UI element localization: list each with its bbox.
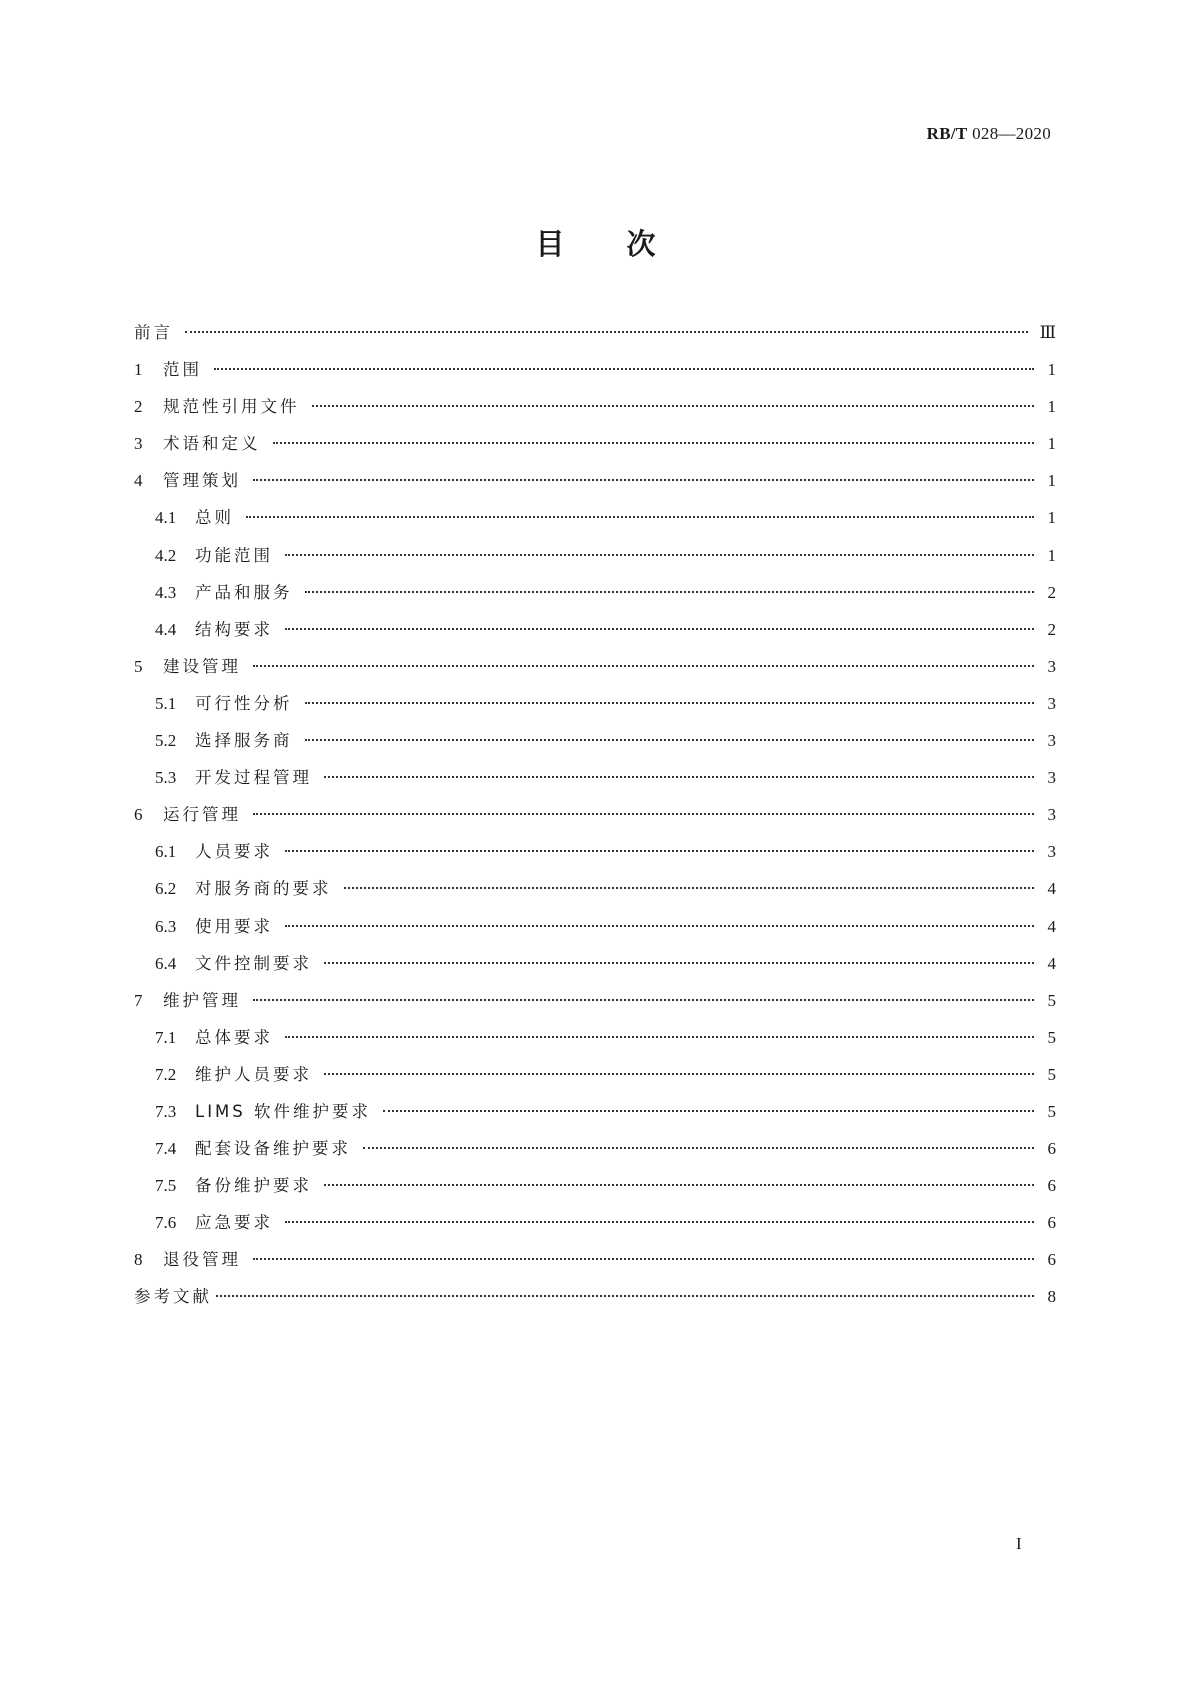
toc-entry-page: 6 xyxy=(1047,1213,1056,1233)
toc-entry-number: 4.1 xyxy=(155,508,177,528)
toc-entry-page: 1 xyxy=(1047,360,1056,380)
toc-leader-dots xyxy=(305,739,1035,741)
toc-leader-dots xyxy=(253,665,1034,667)
toc-leader-dots xyxy=(324,962,1034,964)
toc-entry-page: 1 xyxy=(1047,471,1056,491)
toc-entry-page: 4 xyxy=(1047,916,1056,936)
toc-entry-page: 3 xyxy=(1047,656,1056,676)
toc-entry-label: 规范性引用文件 xyxy=(163,397,300,417)
toc-entry-number: 7.6 xyxy=(155,1213,177,1233)
toc-entry-label: 配套设备维护要求 xyxy=(195,1139,351,1159)
toc-leader-dots xyxy=(285,850,1034,852)
page-title xyxy=(0,222,1191,263)
toc-entry-4-1[interactable] xyxy=(134,508,1056,545)
toc-entry-7-5[interactable] xyxy=(134,1176,1056,1213)
toc-leader-dots xyxy=(363,1147,1034,1149)
toc-leader-dots xyxy=(324,1073,1034,1075)
toc-entry-7-2[interactable] xyxy=(134,1065,1056,1102)
toc-entry-page: 5 xyxy=(1047,1027,1056,1047)
toc-entry-number: 7.5 xyxy=(155,1176,177,1196)
toc-entry-label: 使用要求 xyxy=(195,916,273,936)
toc-entry-number: 3 xyxy=(134,434,143,454)
toc-entry-label: 结构要求 xyxy=(195,619,273,639)
toc-entry-number: 2 xyxy=(134,397,143,417)
toc-entry-number: 7.2 xyxy=(155,1064,177,1084)
toc-entry-page: 1 xyxy=(1047,545,1056,565)
toc-entry-label: 应急要求 xyxy=(195,1213,273,1233)
toc-entry-number: 6.4 xyxy=(155,953,177,973)
toc-entry-page: 3 xyxy=(1047,768,1056,788)
page-title-char-2: 次 xyxy=(626,227,656,261)
toc-entry-6-1[interactable] xyxy=(134,842,1056,879)
page-number: I xyxy=(1016,1534,1022,1553)
toc-entry-number: 4.4 xyxy=(155,619,177,639)
toc-entry-page: 4 xyxy=(1047,879,1056,899)
toc-entry-2[interactable] xyxy=(134,397,1056,434)
toc-entry-label: 退役管理 xyxy=(163,1250,241,1270)
toc-entry-page: 3 xyxy=(1047,805,1056,825)
toc-entry-number: 7.4 xyxy=(155,1139,177,1159)
standard-code xyxy=(927,124,1051,144)
toc-entry-page: 5 xyxy=(1047,1101,1056,1121)
toc-entry-7-3[interactable] xyxy=(134,1102,1056,1139)
toc-entry-number: 5.3 xyxy=(155,768,177,788)
toc-entry-label: 开发过程管理 xyxy=(195,768,312,788)
toc-entry-bibliography[interactable] xyxy=(134,1287,1056,1324)
toc-entry-6-3[interactable] xyxy=(134,917,1056,954)
toc-leader-dots xyxy=(273,442,1035,444)
toc-entry-page: 2 xyxy=(1047,619,1056,639)
toc-entry-page: 1 xyxy=(1047,434,1056,454)
toc-entry-4[interactable] xyxy=(134,471,1056,508)
page-title-char-1: 目 xyxy=(535,227,565,261)
toc-entry-number: 6.2 xyxy=(155,879,177,899)
toc-entry-number: 6.1 xyxy=(155,842,177,862)
toc-entry-7-4[interactable] xyxy=(134,1139,1056,1176)
toc-entry-label: LIMS 软件维护要求 xyxy=(195,1101,372,1121)
toc-entry-6[interactable] xyxy=(134,805,1056,842)
toc-entry-3[interactable] xyxy=(134,434,1056,471)
toc-entry-number: 4.3 xyxy=(155,582,177,602)
toc-entry-5-2[interactable] xyxy=(134,731,1056,768)
toc-leader-dots xyxy=(253,813,1034,815)
toc-entry-7-6[interactable] xyxy=(134,1213,1056,1250)
toc-entry-number: 4 xyxy=(134,471,143,491)
toc-entry-label: 总体要求 xyxy=(195,1027,273,1047)
toc-leader-dots xyxy=(285,1036,1034,1038)
toc-entry-number: 8 xyxy=(134,1250,143,1270)
toc-entry-page: 3 xyxy=(1047,693,1056,713)
toc-entry-page: 4 xyxy=(1047,953,1056,973)
toc-entry-number: 6 xyxy=(134,805,143,825)
toc-entry-foreword[interactable] xyxy=(134,323,1056,360)
toc-entry-label: 备份维护要求 xyxy=(195,1176,312,1196)
toc-entry-page: 1 xyxy=(1047,397,1056,417)
toc-entry-7-1[interactable] xyxy=(134,1028,1056,1065)
toc-entry-label: 功能范围 xyxy=(195,545,273,565)
toc-entry-label: 术语和定义 xyxy=(163,434,261,454)
toc-entry-8[interactable] xyxy=(134,1250,1056,1287)
toc-entry-number: 5 xyxy=(134,656,143,676)
toc-entry-page: 3 xyxy=(1047,731,1056,751)
toc-entry-4-4[interactable] xyxy=(134,620,1056,657)
toc-leader-dots xyxy=(305,591,1035,593)
standard-code-suffix: 028—2020 xyxy=(967,124,1051,143)
toc-entry-number: 1 xyxy=(134,360,143,380)
toc-entry-4-3[interactable] xyxy=(134,583,1056,620)
toc-leader-dots xyxy=(185,331,1028,333)
toc-entry-7[interactable] xyxy=(134,991,1056,1028)
toc-leader-dots xyxy=(305,702,1035,704)
toc-entry-label: 可行性分析 xyxy=(195,693,293,713)
toc-entry-4-2[interactable] xyxy=(134,546,1056,583)
toc-entry-number: 4.2 xyxy=(155,545,177,565)
toc-entry-number: 5.2 xyxy=(155,731,177,751)
toc-leader-dots xyxy=(246,516,1034,518)
toc-entry-number: 5.1 xyxy=(155,693,177,713)
toc-entry-label: 维护管理 xyxy=(163,990,241,1010)
toc-entry-5-1[interactable] xyxy=(134,694,1056,731)
toc-leader-dots xyxy=(216,1295,1034,1297)
toc-leader-dots xyxy=(383,1110,1034,1112)
toc-leader-dots xyxy=(285,925,1034,927)
toc-entry-6-2[interactable] xyxy=(134,879,1056,916)
toc-entry-page: 6 xyxy=(1047,1250,1056,1270)
toc-entry-5[interactable] xyxy=(134,657,1056,694)
toc-entry-label: 前言 xyxy=(134,323,173,342)
toc-entry-label: 运行管理 xyxy=(163,805,241,825)
standard-code-prefix: RB/T xyxy=(926,124,968,143)
toc-entry-page: 2 xyxy=(1047,582,1056,602)
toc-entry-1[interactable] xyxy=(134,360,1056,397)
toc-entry-label: 人员要求 xyxy=(195,842,273,862)
toc-entry-page: 6 xyxy=(1047,1139,1056,1159)
toc-entry-label: 参考文献 xyxy=(134,1287,212,1307)
toc-entry-page: Ⅲ xyxy=(1039,323,1056,342)
toc-leader-dots xyxy=(324,776,1034,778)
toc-leader-dots xyxy=(253,1258,1034,1260)
toc-leader-dots xyxy=(324,1184,1034,1186)
toc-leader-dots xyxy=(253,999,1034,1001)
toc-entry-number: 7.3 xyxy=(155,1101,177,1121)
toc-entry-page: 5 xyxy=(1047,1064,1056,1084)
toc-entry-label: 对服务商的要求 xyxy=(195,879,332,899)
toc-entry-label: 文件控制要求 xyxy=(195,953,312,973)
toc-entry-page: 5 xyxy=(1047,990,1056,1010)
toc-leader-dots xyxy=(214,368,1034,370)
table-of-contents xyxy=(134,323,1056,1325)
toc-entry-number: 6.3 xyxy=(155,916,177,936)
toc-entry-number: 7.1 xyxy=(155,1027,177,1047)
toc-entry-number: 7 xyxy=(134,990,143,1010)
toc-entry-label: 范围 xyxy=(163,360,202,380)
toc-leader-dots xyxy=(312,405,1035,407)
toc-entry-label: 总则 xyxy=(195,508,234,528)
toc-entry-page: 6 xyxy=(1047,1176,1056,1196)
toc-entry-label: 选择服务商 xyxy=(195,731,293,751)
toc-entry-label: 管理策划 xyxy=(163,471,241,491)
toc-entry-label: 维护人员要求 xyxy=(195,1064,312,1084)
toc-entry-label: 建设管理 xyxy=(163,656,241,676)
toc-leader-dots xyxy=(285,554,1034,556)
toc-entry-page: 1 xyxy=(1047,508,1056,528)
toc-leader-dots xyxy=(285,628,1034,630)
toc-leader-dots xyxy=(344,887,1035,889)
toc-leader-dots xyxy=(285,1221,1034,1223)
toc-entry-page: 8 xyxy=(1047,1287,1056,1307)
toc-entry-6-4[interactable] xyxy=(134,954,1056,991)
toc-leader-dots xyxy=(253,479,1034,481)
toc-entry-page: 3 xyxy=(1047,842,1056,862)
toc-entry-5-3[interactable] xyxy=(134,768,1056,805)
toc-entry-label: 产品和服务 xyxy=(195,582,293,602)
